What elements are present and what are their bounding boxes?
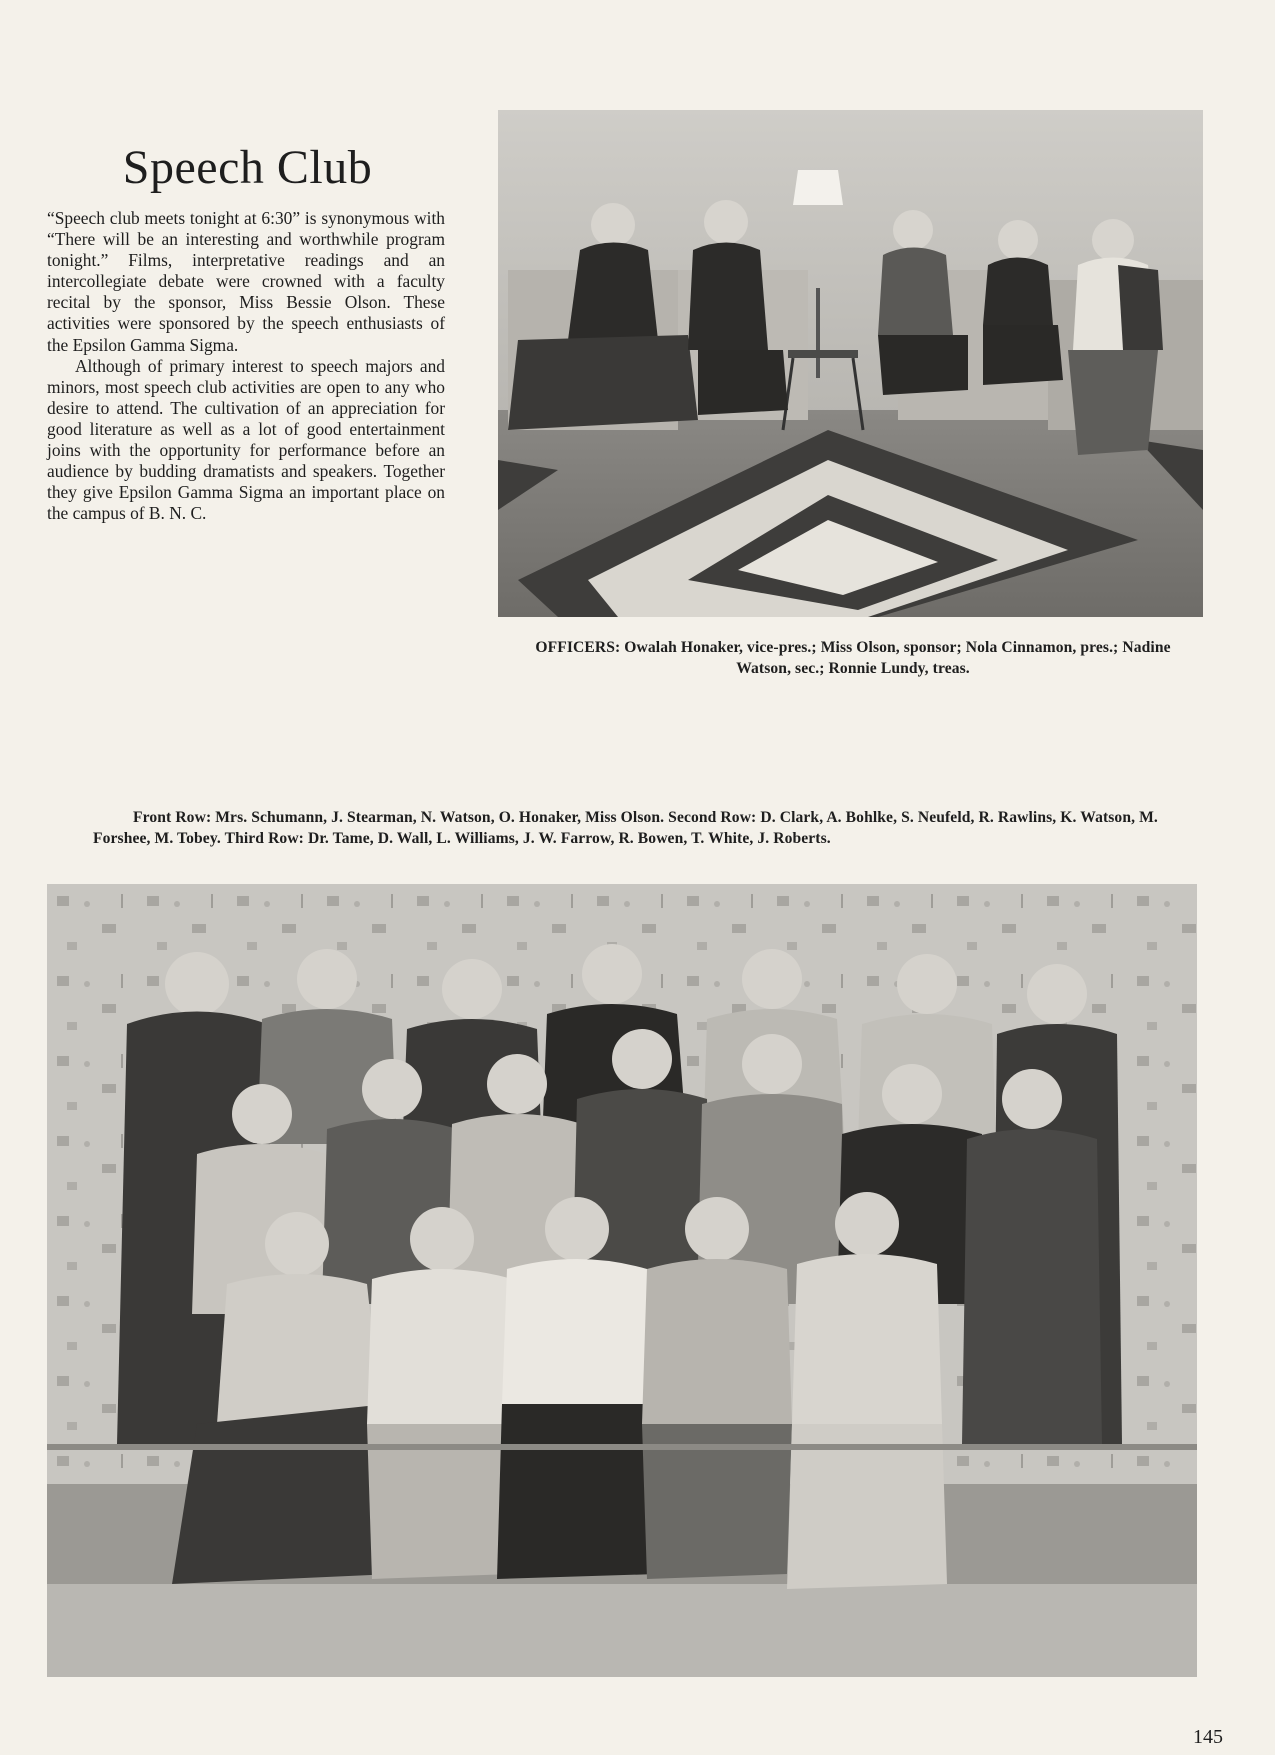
article-paragraph: Although of primary interest to speech majors and minors, most speech club activities are open to any who desire to attend. The cultivation of an appreciation for good literature as well as a lot of good entertainment joins with the opportunity for performance before an audience by budding dramatists and speakers. Together they give Epsilon Gamma Sigma an important place on the campus of B. N. C.	[47, 355, 445, 524]
article-body	[47, 208, 445, 524]
article-paragraph: “Speech club meets tonight at 6:30” is synonymous with “There will be an interesting and worthwhile program tonight.” Films, interpretative readings and an intercollegiate debate were crowned with a faculty recital by the sponsor, Miss Bessie Olson. These activities were sponsored by the speech enthusiasts of the Epsilon Gamma Sigma.	[47, 208, 445, 355]
group-photo	[47, 884, 1197, 1677]
group-caption-text: Front Row: Mrs. Schumann, J. Stearman, N. Watson, O. Honaker, Miss Olson. Second Row: D. Clark, A. Bohlke, S. Neufeld, R. Rawlins, K. Watson, M. Forshee, M. Tobey. Third Row: Dr. Tame, D. Wall, L. Williams, J. W. Farrow, R. Bowen, T. White, J. Roberts.	[93, 809, 1158, 848]
officers-caption: OFFICERS: Owalah Honaker, vice-pres.; Miss Olson, sponsor; Nola Cinnamon, pres.; Nadine Watson, sec.; Ronnie Lundy, treas.	[535, 639, 1171, 678]
page-title: Speech Club	[122, 141, 373, 194]
group-caption	[93, 807, 1183, 850]
page-number: 145	[1193, 1726, 1223, 1748]
officers-photo	[498, 110, 1203, 617]
